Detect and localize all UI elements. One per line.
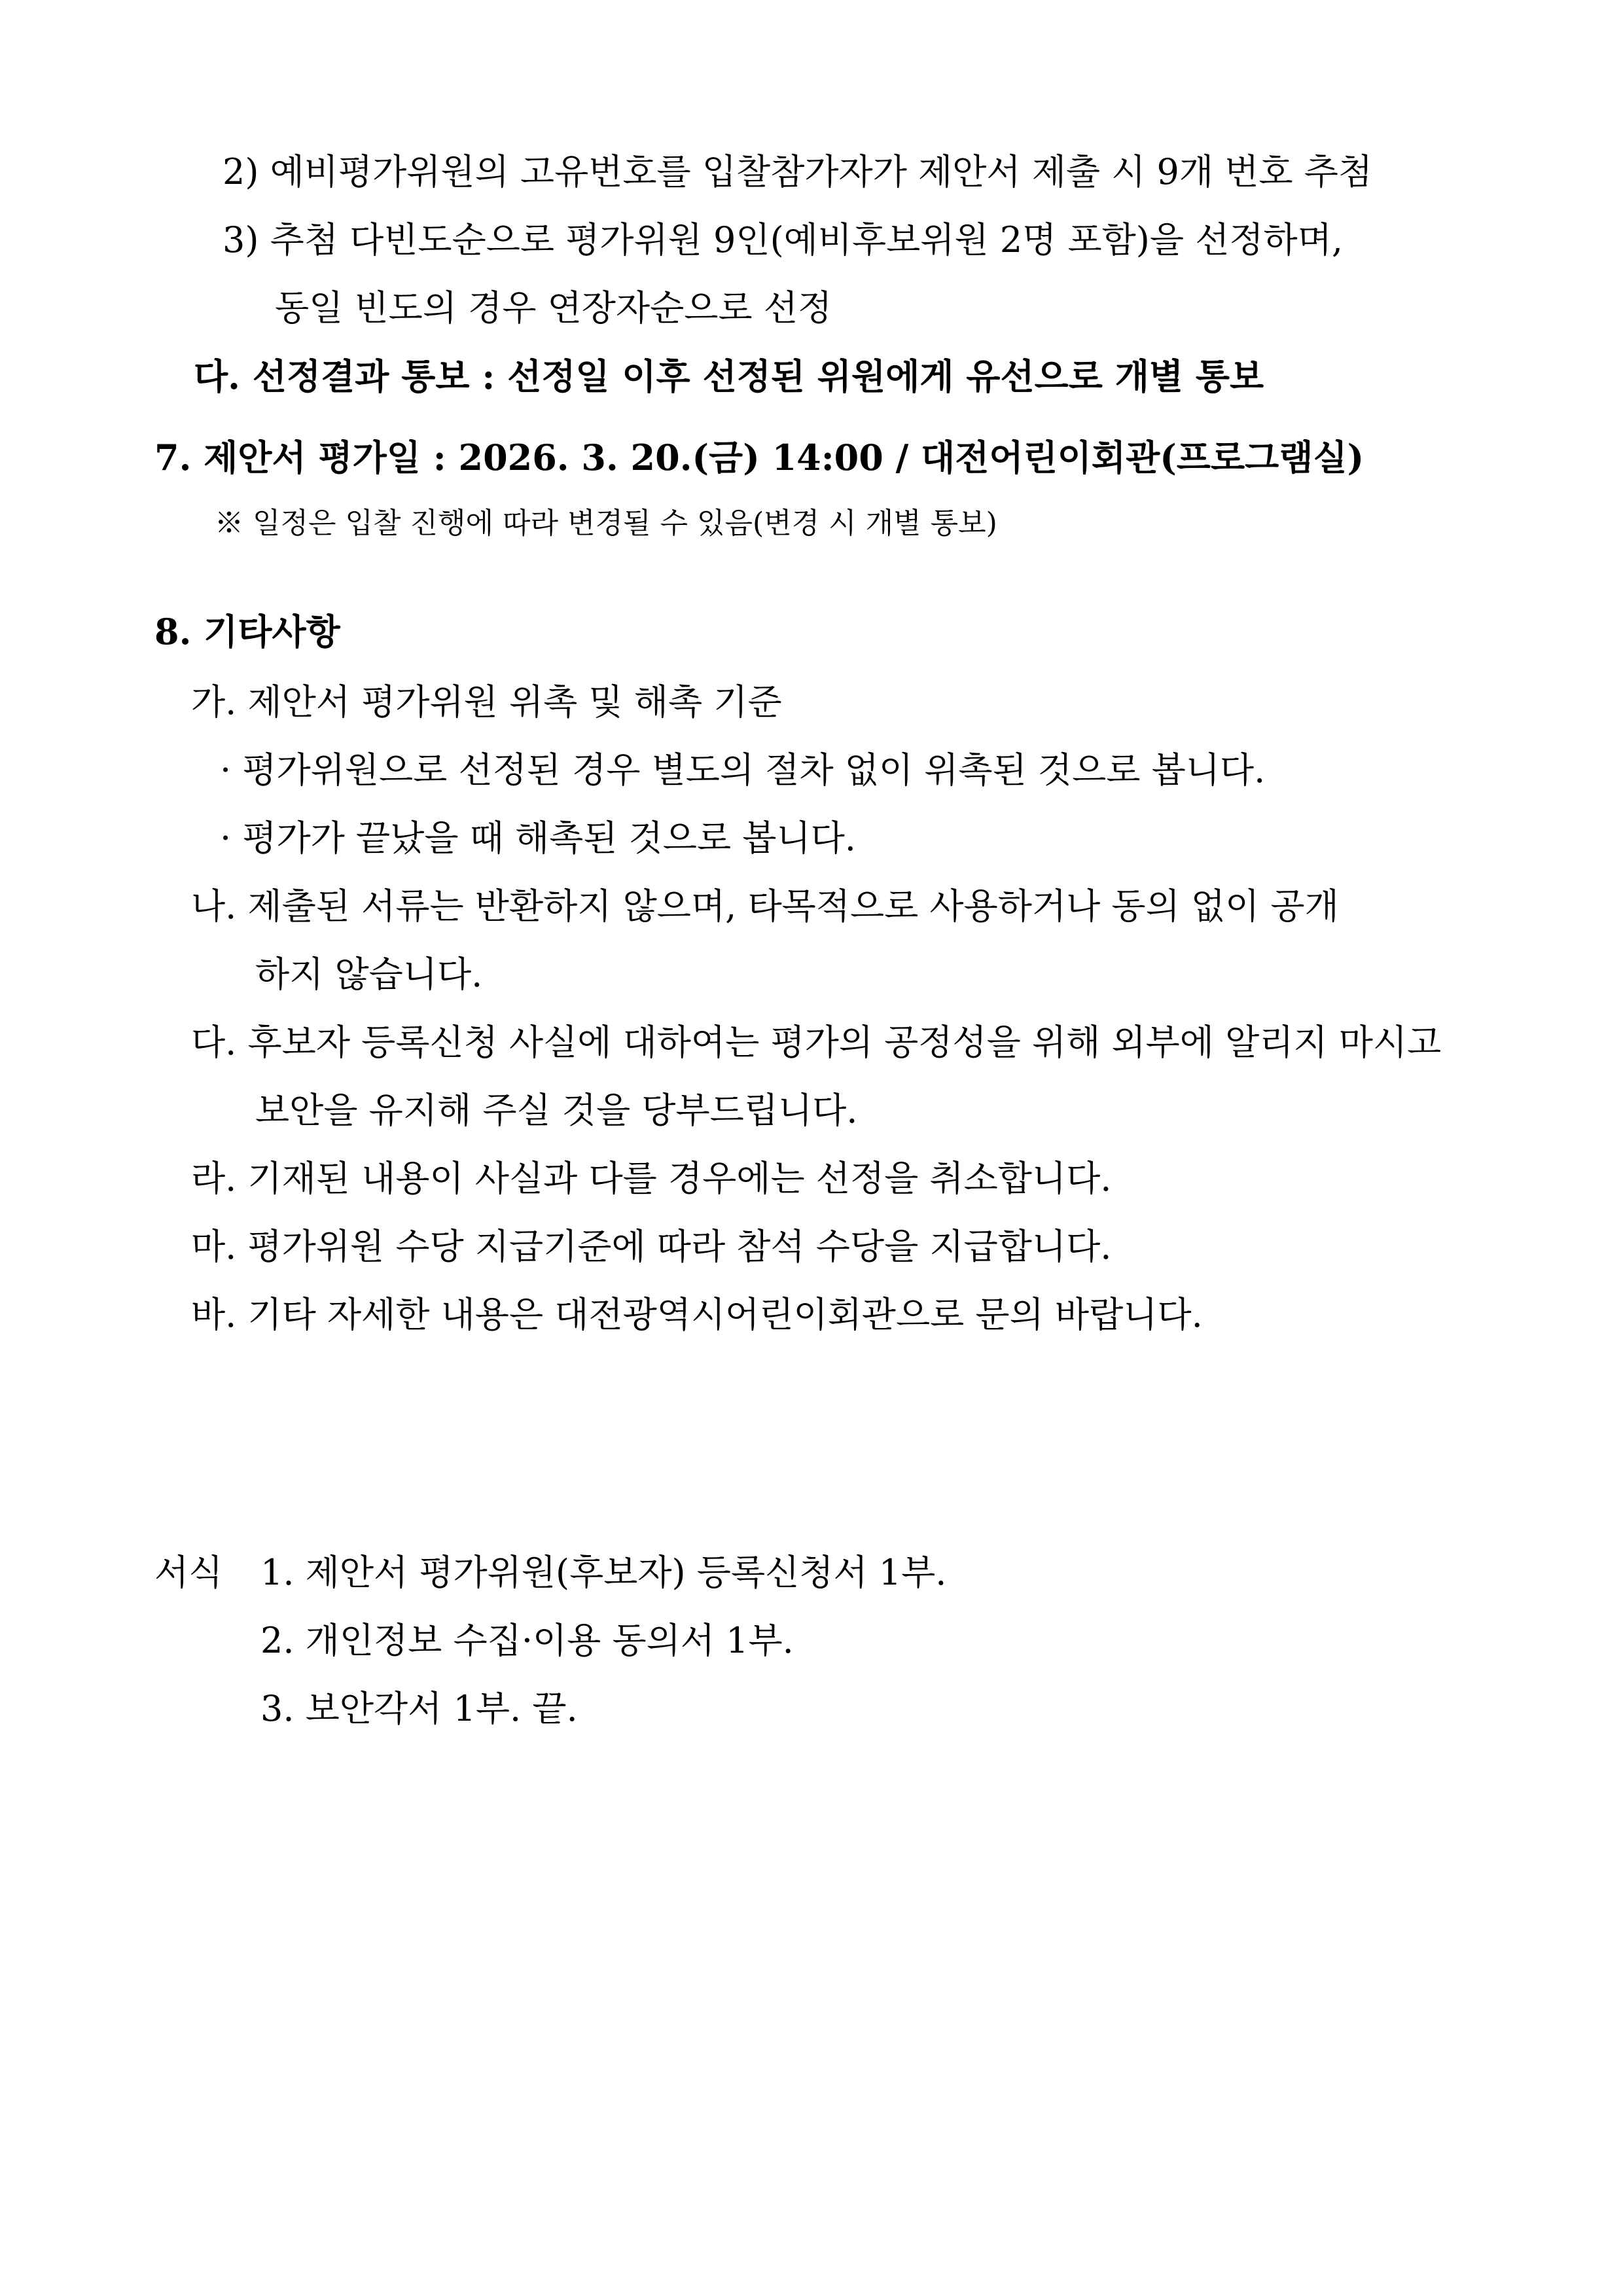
section-8-item-ba: 바. 기타 자세한 내용은 대전광역시어린이회관으로 문의 바랍니다. — [191, 1294, 1203, 1335]
section-8-item-ga: 가. 제안서 평가위원 위촉 및 해촉 기준 — [191, 681, 782, 723]
attachment-item-1: 1. 제안서 평가위원(후보자) 등록신청서 1부. — [260, 1552, 947, 1593]
attachment-item-2: 2. 개인정보 수집·이용 동의서 1부. — [260, 1620, 794, 1661]
section-8-heading: 8. 기타사항 — [154, 611, 340, 653]
selection-item-3-line1: 3) 추첨 다빈도순으로 평가위원 9인(예비후보위원 2명 포함)을 선정하며, — [223, 219, 1344, 260]
attachments-label: 서식 — [154, 1552, 223, 1593]
section-8-ga-bullet-1: · 평가위원으로 선정된 경우 별도의 절차 없이 위촉된 것으로 봅니다. — [220, 749, 1266, 791]
section-8-item-na-line1: 나. 제출된 서류는 반환하지 않으며, 타목적으로 사용하거나 동의 없이 공개 — [191, 886, 1339, 927]
selection-result-notice: 다. 선정결과 통보 : 선정일 이후 선정된 위원에게 유선으로 개별 통보 — [194, 355, 1264, 397]
section-7-heading: 7. 제안서 평가일 : 2026. 3. 20.(금) 14:00 / 대전어린이회관(프로그램실) — [154, 437, 1364, 478]
attachment-item-3: 3. 보안각서 1부. 끝. — [260, 1688, 578, 1729]
section-8-item-ma: 마. 평가위원 수당 지급기준에 따라 참석 수당을 지급합니다. — [191, 1226, 1112, 1267]
section-8-item-na-line2: 하지 않습니다. — [255, 954, 483, 995]
selection-item-2: 2) 예비평가위원의 고유번호를 입찰참가자가 제안서 제출 시 9개 번호 추첨 — [223, 151, 1373, 192]
section-8-item-ra: 라. 기재된 내용이 사실과 다를 경우에는 선정을 취소합니다. — [191, 1158, 1112, 1199]
section-7-note: ※ 일정은 입찰 진행에 따라 변경될 수 있음(변경 시 개별 통보) — [215, 507, 997, 540]
selection-item-3-line2: 동일 빈도의 경우 연장자순으로 선정 — [275, 287, 832, 329]
section-8-ga-bullet-2: · 평가가 끝났을 때 해촉된 것으로 봅니다. — [220, 817, 856, 859]
section-8-item-da-line2: 보안을 유지해 주실 것을 당부드립니다. — [255, 1090, 858, 1131]
section-8-item-da-line1: 다. 후보자 등록신청 사실에 대하여는 평가의 공정성을 위해 외부에 알리지 마시고 — [191, 1022, 1442, 1063]
